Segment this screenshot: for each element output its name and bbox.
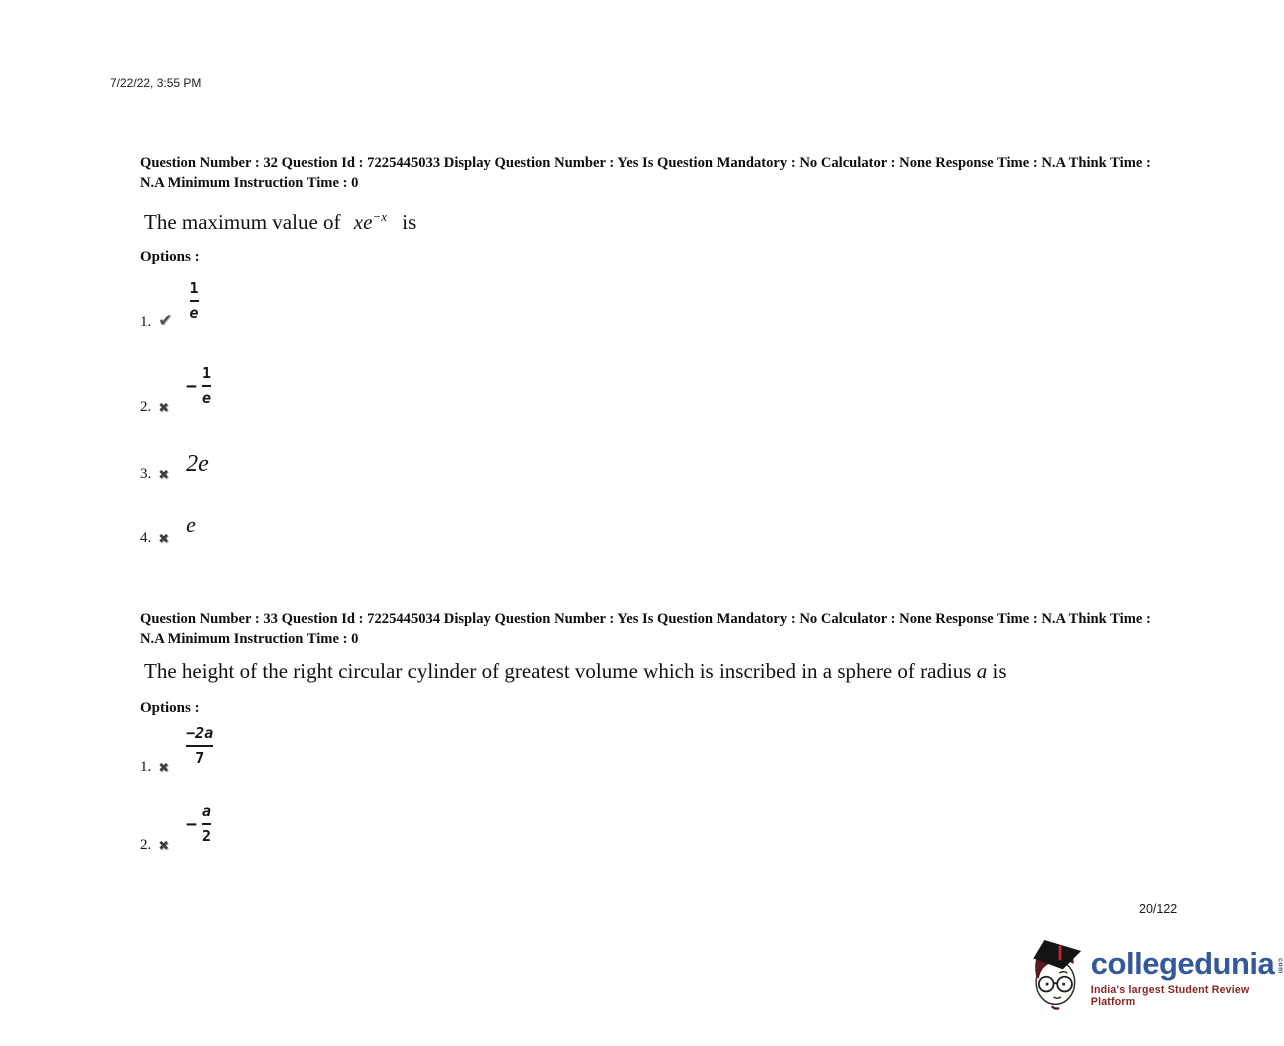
option-number: 3.	[140, 466, 152, 482]
wrong-cross-icon: ✖	[158, 760, 170, 776]
option-math	[190, 281, 199, 322]
fraction-bar	[190, 300, 199, 302]
minus-sign: −	[186, 375, 197, 397]
brand-name: collegedunia	[1090, 946, 1275, 981]
question-33-metadata: Question Number : 33 Question Id : 7225445034 Display Question Number : Yes Is Question Mandatory : No Calculator : None Response Time : N.A Think Time : N.A Minimum Instruction Time : 0	[140, 611, 1151, 647]
option-math	[186, 726, 213, 767]
q32-option-4	[140, 514, 196, 548]
option-math: 2e	[186, 451, 209, 477]
option-number: 1.	[140, 758, 152, 775]
fraction-bar	[202, 385, 211, 387]
question-33-suffix: is	[992, 659, 1007, 683]
question-33-options-label: Options :	[140, 700, 200, 716]
fraction-numerator: 1	[202, 364, 212, 382]
fraction-numerator: 1	[189, 279, 199, 297]
page-indicator: 20/122	[1139, 902, 1178, 916]
fraction-denominator: e	[189, 303, 199, 322]
brand-tld: com	[1276, 958, 1284, 974]
fraction-numerator: a	[202, 802, 212, 820]
wrong-cross-icon: ✖	[158, 468, 170, 483]
q32-option-1	[140, 281, 199, 332]
option-math: e	[186, 512, 196, 537]
q33-option-1	[140, 726, 213, 777]
option-number: 2.	[140, 836, 152, 853]
option-math	[186, 366, 211, 407]
option-number: 1.	[140, 313, 152, 330]
logo-text	[1091, 948, 1284, 1008]
collegedunia-logo	[1026, 934, 1284, 1014]
option-number: 2.	[140, 398, 152, 415]
correct-check-icon: ✔	[158, 310, 173, 331]
collegedunia-mascot-icon	[1026, 934, 1085, 1014]
option-number: 4.	[140, 530, 152, 546]
question-32-suffix: is	[402, 210, 417, 234]
fraction-bar	[186, 745, 213, 747]
question-32-text	[144, 210, 416, 235]
brand-tagline: India's largest Student Review Platform	[1090, 984, 1250, 1008]
question-33-text	[144, 659, 1007, 684]
print-timestamp: 7/22/22, 3:55 PM	[110, 76, 202, 90]
wrong-cross-icon: ✖	[158, 400, 170, 416]
question-32-math-base: xe	[353, 210, 373, 234]
wrong-cross-icon: ✖	[158, 532, 170, 547]
q32-option-3	[140, 452, 209, 484]
question-33-body: The height of the right circular cylinder of greatest volume which is inscribed in a sphere of radius	[144, 659, 972, 683]
question-33-math-var: a	[976, 659, 988, 683]
q32-option-2	[140, 366, 211, 417]
question-32-options-label: Options :	[140, 249, 200, 265]
fraction-bar	[202, 823, 211, 825]
q33-option-2	[140, 804, 211, 855]
fraction-denominator: 7	[195, 748, 205, 767]
question-32-prefix: The maximum value of	[144, 210, 341, 234]
fraction-denominator: 2	[202, 826, 212, 845]
option-math	[186, 804, 211, 845]
question-32-math-exponent: −x	[372, 209, 387, 224]
question-32-metadata: Question Number : 32 Question Id : 7225445033 Display Question Number : Yes Is Question Mandatory : No Calculator : None Response Time : N.A Think Time : N.A Minimum Instruction Time : 0	[140, 155, 1151, 191]
minus-sign: −	[186, 813, 197, 835]
wrong-cross-icon: ✖	[158, 838, 170, 854]
fraction-numerator: −2a	[186, 724, 214, 742]
fraction-denominator: e	[202, 388, 212, 407]
